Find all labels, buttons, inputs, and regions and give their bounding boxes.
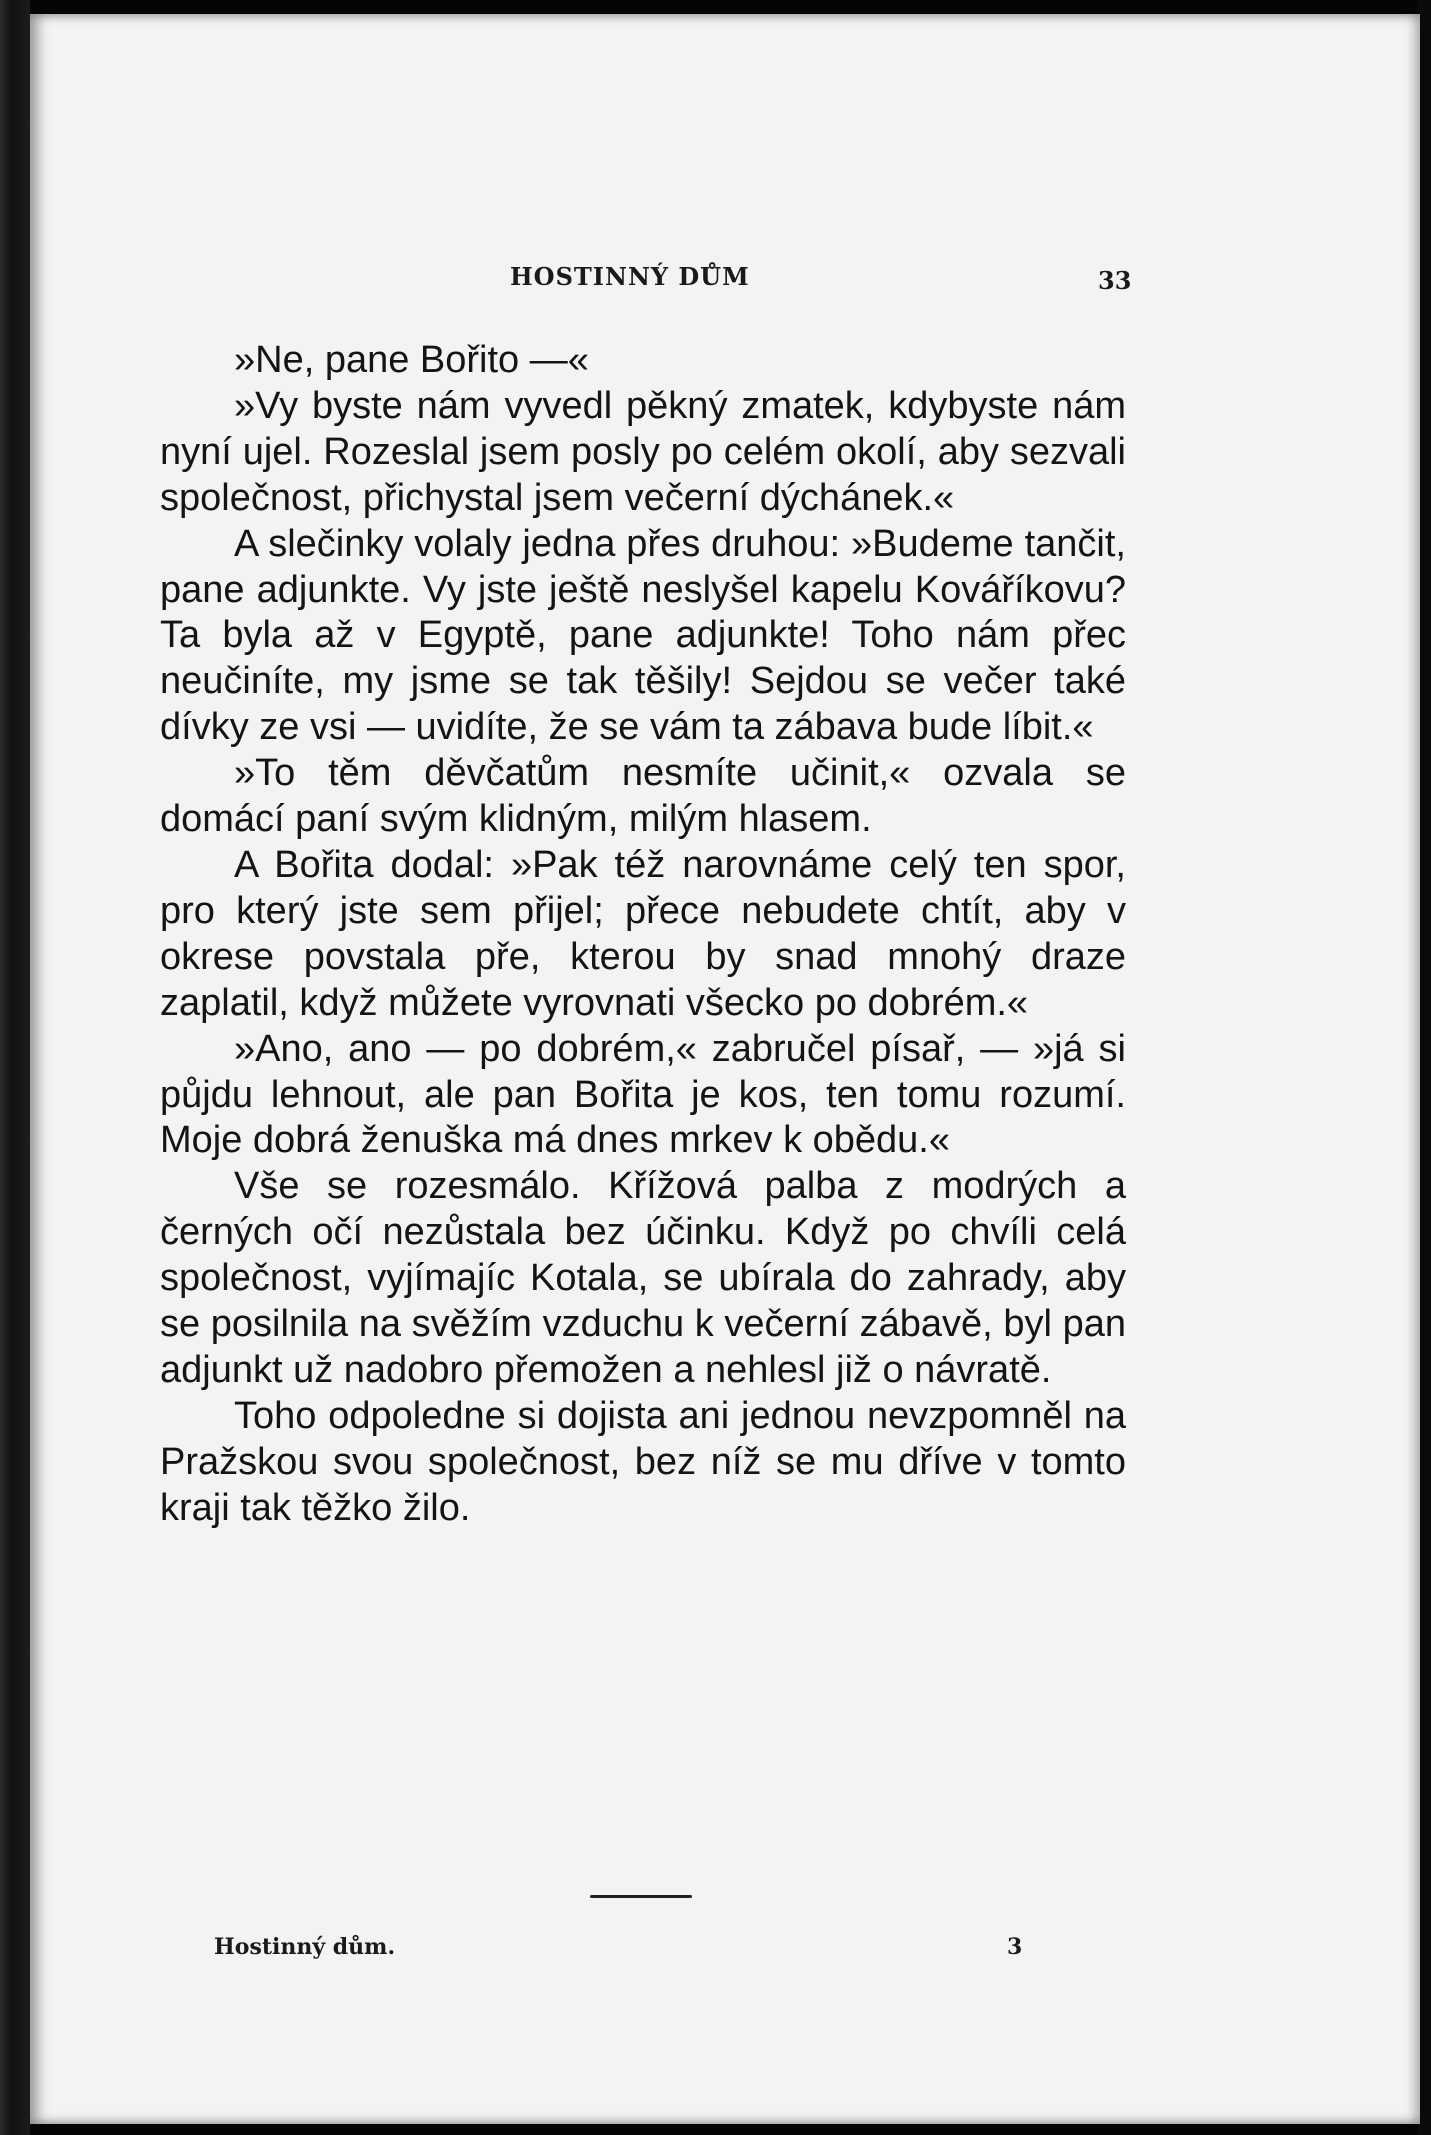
paragraph: Toho odpoledne si dojista ani jednou nevzpomněl na Pražskou svou společnost, bez níž se mu dříve v tomto kraji tak těžko žilo. (160, 1394, 1126, 1529)
paragraph: »Ne, pane Bořito —« (234, 339, 589, 381)
paragraph: »Vy byste nám vyvedl pěkný zmatek, kdybyste nám nyní ujel. Rozeslal jsem posly po celém okolí, aby sezvali společnost, přichystal jsem večerní dýchánek.« (160, 384, 1126, 519)
section-end-rule (590, 1895, 692, 1898)
paragraph: A slečinky volaly jedna přes druhou: »Budeme tančit, pane adjunkte. Vy jste ještě neslyšel kapelu Kováříkovu? Ta byla až v Egyptě, pane adjunkte! Toho nám přec neučiníte, my jsme se tak těšily! Sejdou se večer také dívky ze vsi — uvidíte, že se vám ta zábava bude líbit.« (160, 522, 1126, 749)
footer-book-title: Hostinný dům. (214, 1934, 396, 1960)
page-footer (0, 1934, 1431, 1966)
body-text (160, 338, 1126, 1532)
running-title: HOSTINNÝ DŮM (510, 262, 750, 291)
running-head (0, 262, 1431, 294)
scan-left-edge (0, 0, 30, 2135)
signature-mark: 3 (1007, 1934, 1023, 1960)
page-number: 33 (1098, 266, 1132, 295)
paragraph: A Bořita dodal: »Pak též narovnáme celý ten spor, pro který jste sem přijel; přece nebudete chtít, aby v okrese povstala pře, kterou by snad mnohý draze zaplatil, když můžete vyrovnati všecko po dobrém.« (160, 843, 1126, 1024)
paragraph: Vše se rozesmálo. Křížová palba z modrých a černých očí nezůstala bez účinku. Když po chvíli celá společnost, vyjímajíc Kotala, se ubírala do zahrady, aby se posilnila na svěžím vzduchu k večerní zábavě, byl pan adjunkt už nadobro přemožen a nehlesl již o návratě. (160, 1165, 1126, 1391)
paragraph: »Ano, ano — po dobrém,« zabručel písař, — »já si půjdu lehnout, ale pan Bořita je kos, ten tomu rozumí. Moje dobrá ženuška má dnes mrkev k obědu.« (160, 1027, 1126, 1162)
paragraph: »To těm děvčatům nesmíte učinit,« ozvala se domácí paní svým klidným, milým hlasem. (160, 752, 1126, 841)
